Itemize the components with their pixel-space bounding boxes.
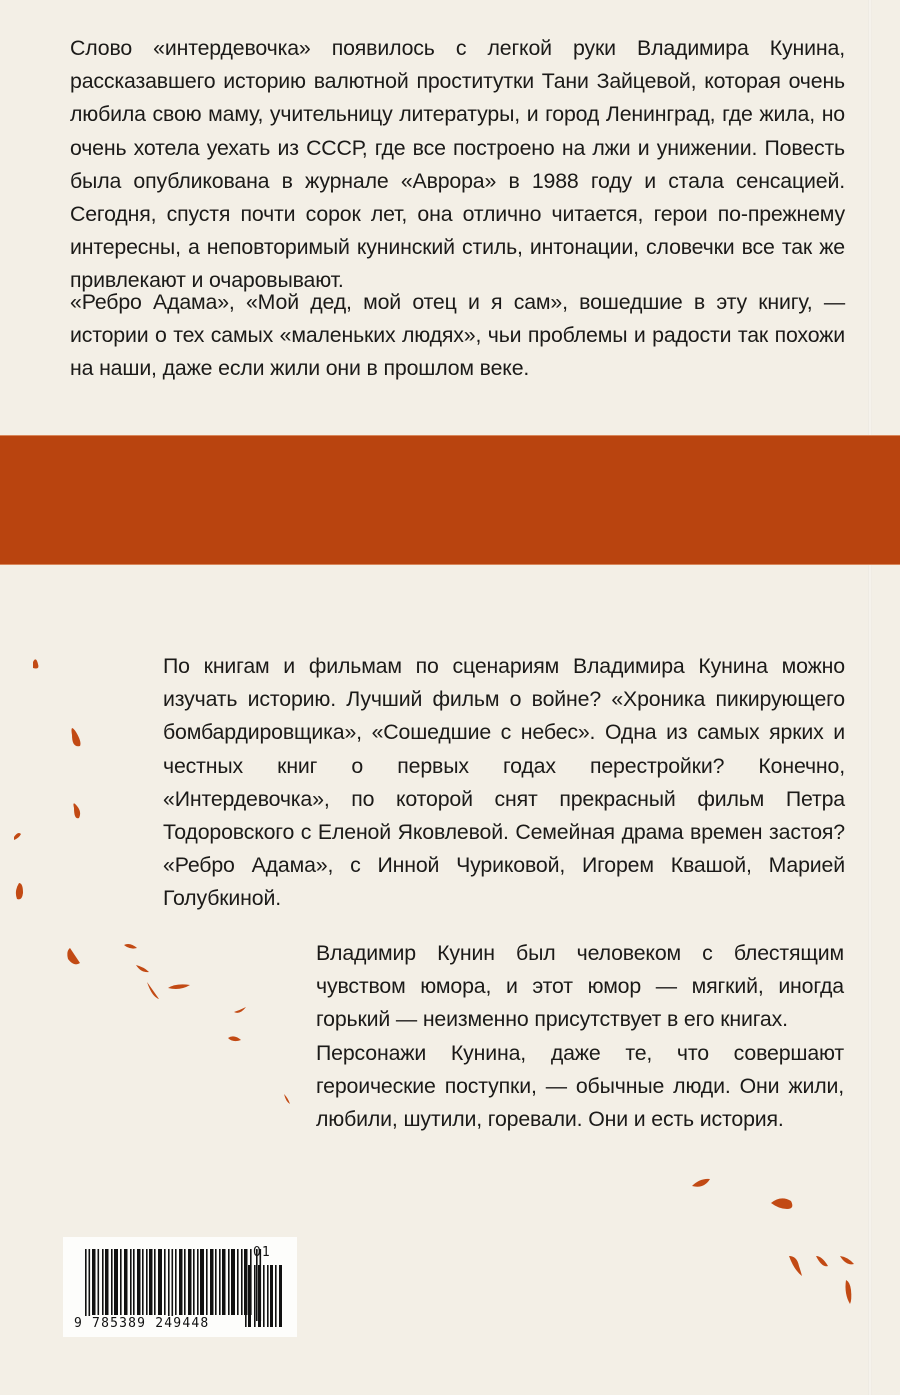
isbn-barcode <box>63 1237 297 1337</box>
intro-paragraph-text: Слово «интердевочка» появилось с легкой руки Владимира Кунина, рассказавшего историю валютной проститутки Тани Зайцевой, которая очень любила свою маму, учительницу литературы, и город Ленинград, где жила, но очень хотела уехать из СССР, где все построено на лжи и унижении. Повесть была опубликована в журнале «Аврора» в 1988 году и стала сенсацией. Сегодня, спустя почти сорок лет, она отлично читается, герои по-прежнему интересны, а неповторимый кунинский стиль, интонации, словечки все так же привлекают и очаровывают. <box>70 36 845 293</box>
included-stories-text: «Ребро Адама», «Мой дед, мой отец и я сам», вошедшие в эту книгу, — истории о тех самых «маленьких людях», чьи проблемы и радости так похожи на наши, даже если жили они в прошлом веке. <box>70 290 845 381</box>
barcode-addon-digits: 01 <box>253 1245 271 1260</box>
author-characters-text: Персонажи Кунина, даже те, что совершают героические поступки, — обычные люди. Они жили, любили, шутили, горевали. Они и есть история. <box>316 1040 844 1132</box>
films-paragraph-text: По книгам и фильмам по сценариям Владимира Кунина можно изучать историю. Лучший фильм о войне? «Хроника пикирующего бомбардировщика», «Сошедшие с небес». Одна из самых ярких и честных книг о первых годах перестройки? Конечно, «Интердевочка», по которой снят прекрасный фильм Петра Тодоровского с Еленой Яковлевой. Семейная драма времен застоя? «Ребро Адама», с Инной Чуриковой, Игорем Квашой, Марией Голубкиной. <box>163 654 845 911</box>
barcode-addon-bars-icon <box>245 1265 283 1327</box>
barcode-bars-icon <box>85 1249 265 1321</box>
isbn-digits: 9 785389 249448 <box>74 1316 210 1331</box>
author-humor-text: Владимир Кунин был человеком с блестящим чувством юмора, и этот юмор — мягкий, иногда горький — неизменно присутствует в его книгах. <box>316 941 844 1032</box>
